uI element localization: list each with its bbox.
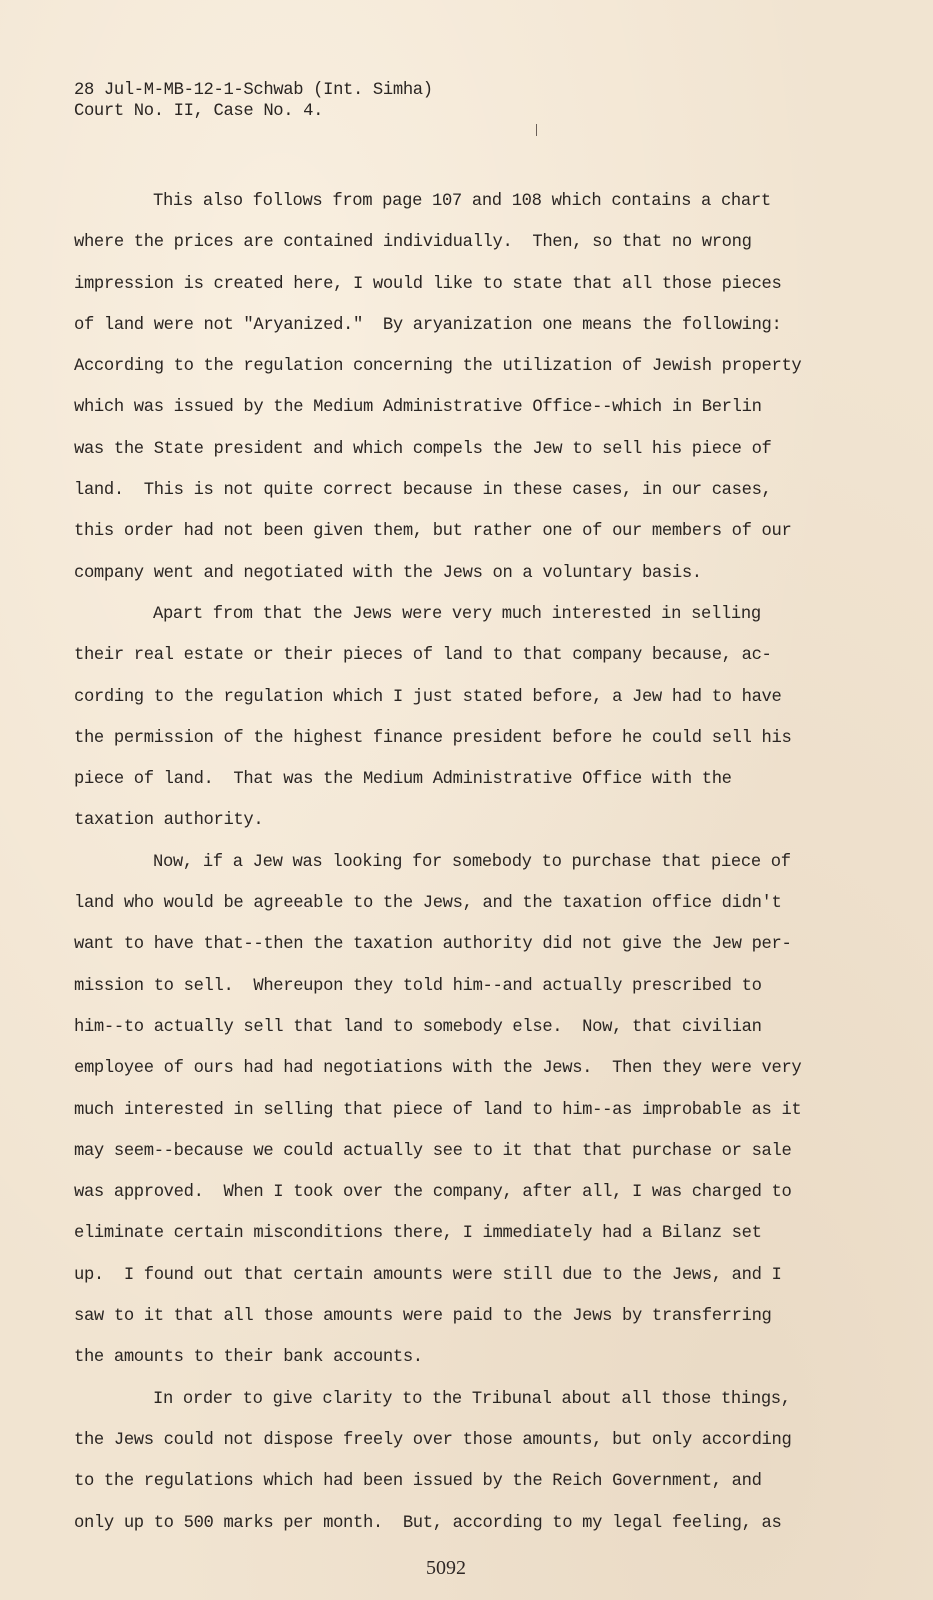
body-line: According to the regulation concerning the utilization of Jewish property	[74, 357, 802, 377]
body-line: may seem--because we could actually see to it that that purchase or sale	[74, 1141, 792, 1161]
body-line: piece of land. That was the Medium Administrative Office with the	[74, 770, 732, 790]
body-line: taxation authority.	[74, 811, 264, 831]
body-line: the amounts to their bank accounts.	[74, 1348, 423, 1368]
body-line: want to have that--then the taxation authority did not give the Jew per-	[74, 935, 792, 955]
body-line: employee of ours had had negotiations with the Jews. Then they were very	[74, 1059, 802, 1079]
body-line: much interested in selling that piece of land to him--as improbable as it	[74, 1100, 802, 1120]
body-line: Apart from that the Jews were very much interested in selling	[153, 604, 761, 624]
page-number: 5092	[426, 1557, 466, 1579]
body-line: company went and negotiated with the Jews on a voluntary basis.	[74, 563, 702, 583]
body-line: was the State president and which compels the Jew to sell his piece of	[74, 439, 772, 459]
body-line: their real estate or their pieces of land to that company because, ac-	[74, 646, 772, 666]
body-line: Now, if a Jew was looking for somebody to purchase that piece of	[153, 852, 791, 872]
body-line: land. This is not quite correct because in these cases, in our cases,	[74, 481, 772, 501]
body-line: up. I found out that certain amounts were still due to the Jews, and I	[74, 1265, 782, 1285]
body-line: impression is created here, I would like to state that all those pieces	[74, 274, 782, 294]
body-line: cording to the regulation which I just stated before, a Jew had to have	[74, 687, 782, 707]
body-line: to the regulations which had been issued by the Reich Government, and	[74, 1472, 762, 1492]
document-body	[74, 181, 834, 1544]
body-line: In order to give clarity to the Tribunal about all those things,	[153, 1389, 791, 1409]
body-line: eliminate certain misconditions there, I immediately had a Bilanz set	[74, 1224, 762, 1244]
body-line: land who would be agreeable to the Jews, and the taxation office didn't	[74, 894, 782, 914]
body-line: was approved. When I took over the company, after all, I was charged to	[74, 1183, 792, 1203]
document-header	[74, 80, 433, 122]
stray-mark	[536, 124, 537, 136]
body-line: where the prices are contained individually. Then, so that no wrong	[74, 233, 752, 253]
body-line: this order had not been given them, but rather one of our members of our	[74, 522, 792, 542]
body-line: the permission of the highest finance president before he could sell his	[74, 728, 792, 748]
body-line: only up to 500 marks per month. But, according to my legal feeling, as	[74, 1513, 782, 1533]
body-line: him--to actually sell that land to somebody else. Now, that civilian	[74, 1017, 762, 1037]
header-reference: 28 Jul-M-MB-12-1-Schwab (Int. Simha)	[74, 81, 433, 100]
body-line: which was issued by the Medium Administrative Office--which in Berlin	[74, 398, 762, 418]
body-line: mission to sell. Whereupon they told him--and actually prescribed to	[74, 976, 762, 996]
body-line: This also follows from page 107 and 108 which contains a chart	[153, 192, 771, 211]
body-line: saw to it that all those amounts were paid to the Jews by transferring	[74, 1307, 772, 1327]
body-line: of land were not "Aryanized." By aryanization one means the following:	[74, 315, 782, 335]
header-court-case: Court No. II, Case No. 4.	[74, 102, 324, 121]
body-line: the Jews could not dispose freely over those amounts, but only according	[74, 1430, 792, 1450]
